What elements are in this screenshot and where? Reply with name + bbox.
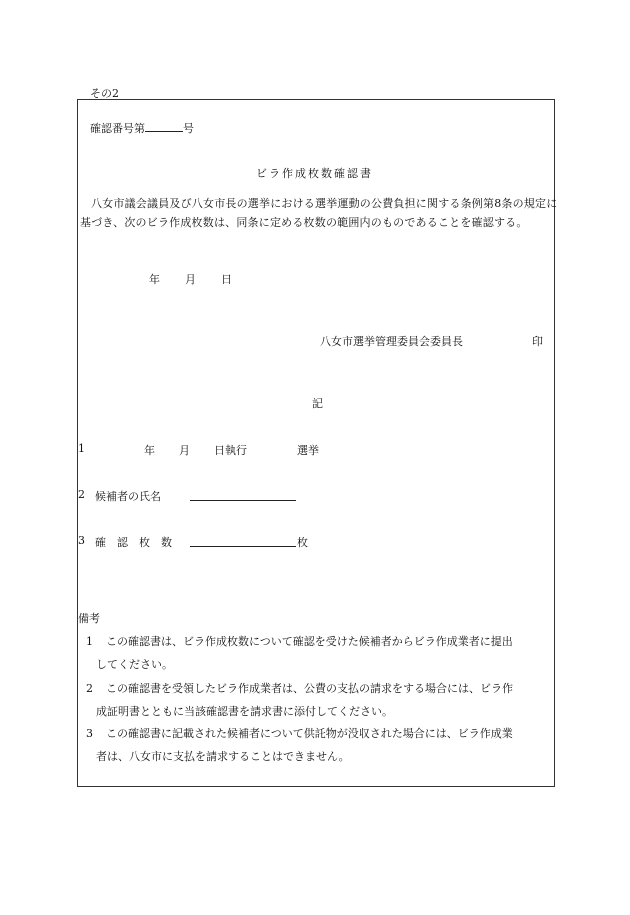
document-title: ビラ作成枚数確認書 xyxy=(256,167,373,180)
note-2 xyxy=(86,677,556,723)
form-number-label: その2 xyxy=(90,87,119,100)
confirmation-number xyxy=(90,119,194,136)
election-suffix: 選挙 xyxy=(297,444,319,457)
note-3-number: 3 xyxy=(86,727,93,740)
date-year: 年 xyxy=(149,273,160,286)
note-3-line-2: 者は、八女市に支払を請求することはできません。 xyxy=(96,750,350,763)
note-2-line-2: 成証明書とともに当該確認書を請求書に添付してください。 xyxy=(96,705,393,718)
item-2-number: 2 xyxy=(78,488,85,501)
notes-heading: 備考 xyxy=(78,612,100,625)
election-day-label: 日執行 xyxy=(214,444,247,457)
candidate-name-field[interactable] xyxy=(190,488,296,501)
note-1-line-1: この確認書は、ビラ作成枚数について確認を受けた候補者からビラ作成業者に提出 xyxy=(106,635,513,648)
item-1-number: 1 xyxy=(78,442,85,455)
ki-heading: 記 xyxy=(312,397,323,410)
confirm-count-label: 確 認 枚 数 xyxy=(95,536,172,549)
note-1 xyxy=(86,630,556,676)
note-3 xyxy=(86,722,556,768)
date-month: 月 xyxy=(185,273,196,286)
confirm-count-field[interactable] xyxy=(190,534,296,547)
body-paragraph xyxy=(80,194,558,232)
note-2-number: 2 xyxy=(86,682,93,695)
candidate-name-label: 候補者の氏名 xyxy=(95,490,161,503)
election-year-label: 年 xyxy=(144,444,155,457)
note-1-line-2: してください。 xyxy=(96,658,173,671)
count-unit: 枚 xyxy=(297,536,308,549)
seal-mark: 印 xyxy=(532,335,543,348)
confirm-number-blank[interactable] xyxy=(145,119,183,132)
date-day: 日 xyxy=(221,273,232,286)
note-1-number: 1 xyxy=(86,635,93,648)
note-2-line-1: この確認書を受領したビラ作成業者は、公費の支払の請求をする場合には、ビラ作 xyxy=(106,682,513,695)
confirm-number-prefix: 確認番号第 xyxy=(90,122,145,135)
body-text: 八女市議会議員及び八女市長の選挙における選挙運動の公費負担に関する条例第8条の規定に基づき、次のビラ作成枚数は、同条に定める枚数の範囲内のものであることを確認する。 xyxy=(80,197,558,229)
election-month-label: 月 xyxy=(179,444,190,457)
confirm-number-suffix: 号 xyxy=(183,122,194,135)
item-3-number: 3 xyxy=(78,534,85,547)
issuer-title: 八女市選挙管理委員会委員長 xyxy=(320,335,463,348)
note-3-line-1: この確認書に記載された候補者について供託物が没収された場合には、ビラ作成業 xyxy=(106,727,513,740)
